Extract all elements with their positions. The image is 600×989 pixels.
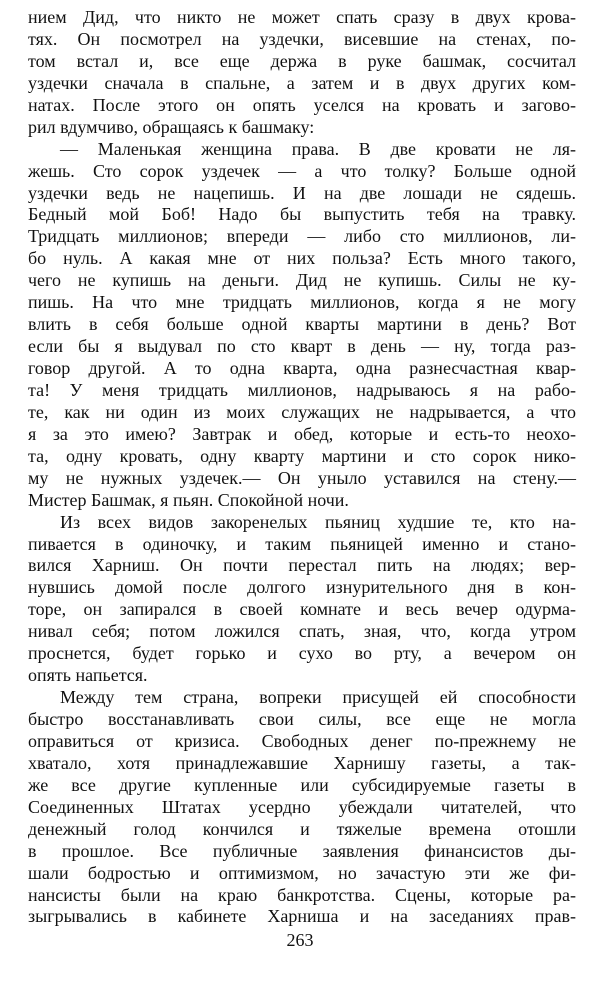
text-line: том встал и, все еще держа в руке башмак, сосчитал bbox=[28, 50, 576, 71]
text-line: пивается в одиночку, и таким пьяницей именно и стано- bbox=[28, 533, 576, 554]
text-line: чего не купишь на деньги. Дид не купишь. Силы не ку- bbox=[28, 270, 576, 291]
text-line: рил вдумчиво, обращаясь к башмаку: bbox=[28, 116, 315, 137]
text-line: жешь. Сто сорок уздечек — а что толку? Больше одной bbox=[28, 160, 576, 181]
text-line: уздечки ведь не нацепишь. И на две лошади не сядешь. bbox=[28, 182, 576, 203]
text-line: уздечки сначала в спальне, а затем и в двух других ком- bbox=[28, 72, 576, 93]
text-line: те, как ни один из моих служащих не надрывается, а что bbox=[28, 401, 576, 422]
text-line: Мистер Башмак, я пьян. Спокойной ночи. bbox=[28, 489, 349, 510]
text-line: нувшись домой после долгого изнурительного дня в кон- bbox=[28, 577, 576, 598]
text-line: пишь. На что мне тридцать миллионов, когда я не могу bbox=[28, 292, 576, 313]
text-line: же все другие купленные или субсидируемые газеты в bbox=[28, 774, 576, 795]
text-line: тях. Он посмотрел на уздечки, висевшие на стенах, по- bbox=[28, 28, 576, 49]
text-line: нансисты были на краю банкротства. Сцены, которые ра- bbox=[28, 884, 576, 905]
text-line: зыгрывались в кабинете Харниша и на заседаниях прав- bbox=[28, 906, 576, 927]
text-line: вился Харниш. Он почти перестал пить на людях; вер- bbox=[28, 555, 576, 576]
text-line: торе, он запирался в своей комнате и весь вечер одурма- bbox=[28, 599, 576, 620]
text-line: та! У меня тридцать миллионов, надрываюсь я на рабо- bbox=[28, 379, 576, 400]
text-line: оправиться от кризиса. Свободных денег по-прежнему не bbox=[28, 730, 576, 751]
text-line: Соединенных Штатах усердно убеждали читателей, что bbox=[28, 796, 576, 817]
text-line: — Маленькая женщина права. В две кровати не ля- bbox=[60, 138, 576, 159]
text-line: Из всех видов закоренелых пьяниц худшие те, кто на- bbox=[60, 511, 576, 532]
text-line: хватало, хотя принадлежавшие Харнишу газеты, а так- bbox=[28, 752, 576, 773]
text-line: если бы я выдувал по сто кварт в день — ну, тогда раз- bbox=[28, 336, 576, 357]
text-line: шали бодростью и оптимизмом, но зачастую эти же фи- bbox=[28, 862, 576, 883]
text-line: влить в себя больше одной кварты мартини в день? Вот bbox=[28, 314, 576, 335]
text-line: Бедный мой Боб! Надо бы выпустить тебя на травку. bbox=[28, 204, 576, 225]
text-line: му не нужных уздечек.— Он уныло уставился на стену.— bbox=[28, 467, 576, 488]
text-line: нием Дид, что никто не может спать сразу в двух крова- bbox=[28, 7, 576, 27]
text-line: в прошлое. Все публичные заявления финансистов ды- bbox=[28, 840, 576, 861]
text-line: Между тем страна, вопреки присущей ей способности bbox=[60, 687, 576, 708]
text-line: та, одну кровать, одну кварту мартини и сто сорок нико- bbox=[28, 445, 576, 466]
page-number: 263 bbox=[286, 930, 314, 950]
text-line: Тридцать миллионов; впереди — либо сто миллионов, ли- bbox=[28, 226, 576, 247]
text-line: опять напьется. bbox=[28, 665, 148, 686]
text-line: денежный голод кончился и тяжелые времена отошли bbox=[28, 818, 576, 839]
text-line: натах. После этого он опять уселся на кровать и загово- bbox=[28, 94, 576, 115]
text-line: я за это имею? Завтрак и обед, которые и есть-то неохо- bbox=[28, 423, 576, 444]
book-page-text bbox=[28, 7, 576, 928]
text-line: говор другой. А то одна кварта, одна разнесчастная квар- bbox=[28, 358, 576, 378]
text-line: проснется, будет горько и сухо во рту, а вечером он bbox=[28, 643, 576, 664]
text-line: быстро восстанавливать свои силы, все еще не могла bbox=[28, 709, 576, 729]
text-line: бо нуль. А какая мне от них польза? Есть много такого, bbox=[28, 248, 576, 269]
text-line: нивал себя; потом ложился спать, зная, что, когда утром bbox=[28, 621, 576, 642]
